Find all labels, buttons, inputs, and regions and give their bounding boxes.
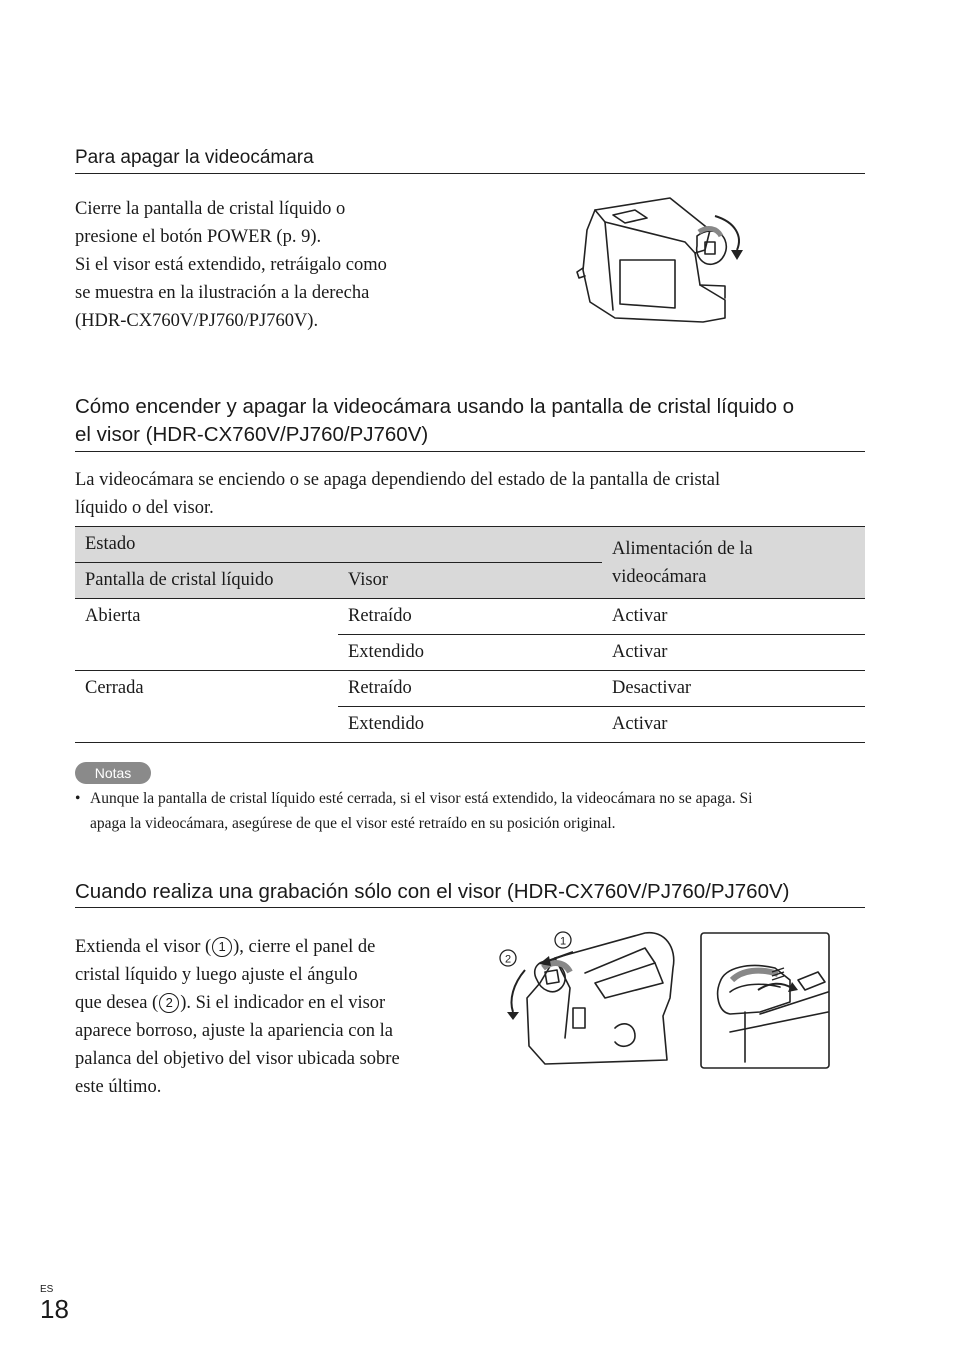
visor-recording-instructions bbox=[75, 933, 400, 1101]
notes-badge: Notas bbox=[75, 762, 151, 784]
marker-1-icon: 1 bbox=[212, 937, 232, 957]
text-line: aparece borroso, ajuste la apariencia con la bbox=[75, 1021, 393, 1041]
text-fragment: ). Si el indicador en el visor bbox=[180, 993, 386, 1013]
page-language: ES bbox=[40, 1284, 54, 1295]
text-line: presione el botón POWER (p. 9). bbox=[75, 227, 322, 247]
note-line: apaga la videocámara, asegúrese de que el visor esté retraído en su posición original. bbox=[90, 815, 616, 832]
table-row bbox=[75, 599, 865, 635]
cell-lcd: Abierta bbox=[85, 606, 141, 627]
heading-line: el visor (HDR-CX760V/PJ760/PJ760V) bbox=[75, 423, 429, 446]
page-number: 18 bbox=[40, 1294, 69, 1324]
heading-line: Cómo encender y apagar la videocámara usando la pantalla de cristal líquido o bbox=[75, 395, 795, 418]
camcorder-retract-viewfinder-illustration bbox=[575, 190, 755, 330]
diagram-marker-1: 1 bbox=[559, 935, 567, 948]
cell-power: Activar bbox=[602, 599, 865, 635]
cell-lcd: Cerrada bbox=[85, 678, 144, 699]
text-line: cristal líquido y luego ajuste el ángulo bbox=[75, 965, 358, 985]
text-line: (HDR-CX760V/PJ760/PJ760V). bbox=[75, 311, 319, 331]
cell-visor: Extendido bbox=[338, 635, 602, 671]
cell-visor: Extendido bbox=[338, 707, 602, 743]
table-row bbox=[75, 671, 865, 707]
power-state-intro bbox=[75, 466, 720, 522]
viewfinder-detail-inset bbox=[700, 932, 831, 1070]
cell-visor: Retraído bbox=[338, 671, 602, 707]
bullet-icon: • bbox=[75, 790, 81, 807]
table-header-row bbox=[75, 527, 865, 563]
section-heading-power-by-screen-visor bbox=[75, 393, 865, 452]
marker-2-icon: 2 bbox=[159, 993, 179, 1013]
section-heading-power-off: Para apagar la videocámara bbox=[75, 146, 865, 174]
text-line: La videocámara se enciendo o se apaga dependiendo del estado de la pantalla de cristal bbox=[75, 470, 721, 490]
camcorder-extend-viewfinder-illustration bbox=[495, 928, 695, 1068]
cell-power: Activar bbox=[602, 707, 865, 743]
cell-power: Activar bbox=[602, 635, 865, 671]
note-line: Aunque la pantalla de cristal líquido esté cerrada, si el visor está extendido, la videocámara no se apaga. Si bbox=[90, 790, 753, 807]
cell-lcd bbox=[75, 635, 338, 671]
text-line: este último. bbox=[75, 1077, 162, 1097]
header-line: Alimentación de la bbox=[612, 538, 753, 559]
header-alimentacion bbox=[602, 527, 865, 599]
note-item bbox=[75, 786, 870, 836]
power-off-instructions bbox=[75, 195, 387, 335]
cell-lcd bbox=[75, 707, 338, 743]
section-heading-visor-recording: Cuando realiza una grabación sólo con el visor (HDR-CX760V/PJ760/PJ760V) bbox=[75, 880, 865, 908]
diagram-marker-2: 2 bbox=[504, 953, 512, 966]
header-visor: Visor bbox=[338, 563, 602, 599]
table-row bbox=[75, 635, 865, 671]
text-fragment: Extienda el visor ( bbox=[75, 937, 212, 957]
header-line: videocámara bbox=[612, 566, 707, 587]
cell-visor: Retraído bbox=[338, 599, 602, 635]
text-fragment: que desea ( bbox=[75, 993, 159, 1013]
text-line: líquido o del visor. bbox=[75, 498, 214, 518]
text-line: palanca del objetivo del visor ubicada sobre bbox=[75, 1049, 400, 1069]
text-line bbox=[75, 933, 400, 961]
text-line: Cierre la pantalla de cristal líquido o bbox=[75, 199, 346, 219]
text-line bbox=[75, 989, 400, 1017]
header-lcd: Pantalla de cristal líquido bbox=[75, 563, 338, 599]
table-row bbox=[75, 707, 865, 743]
text-line: Si el visor está extendido, retráigalo como bbox=[75, 255, 387, 275]
power-state-table bbox=[75, 526, 865, 743]
text-fragment: ), cierre el panel de bbox=[233, 937, 376, 957]
cell-power: Desactivar bbox=[602, 671, 865, 707]
text-line: se muestra en la ilustración a la derecha bbox=[75, 283, 370, 303]
header-estado: Estado bbox=[75, 527, 602, 563]
